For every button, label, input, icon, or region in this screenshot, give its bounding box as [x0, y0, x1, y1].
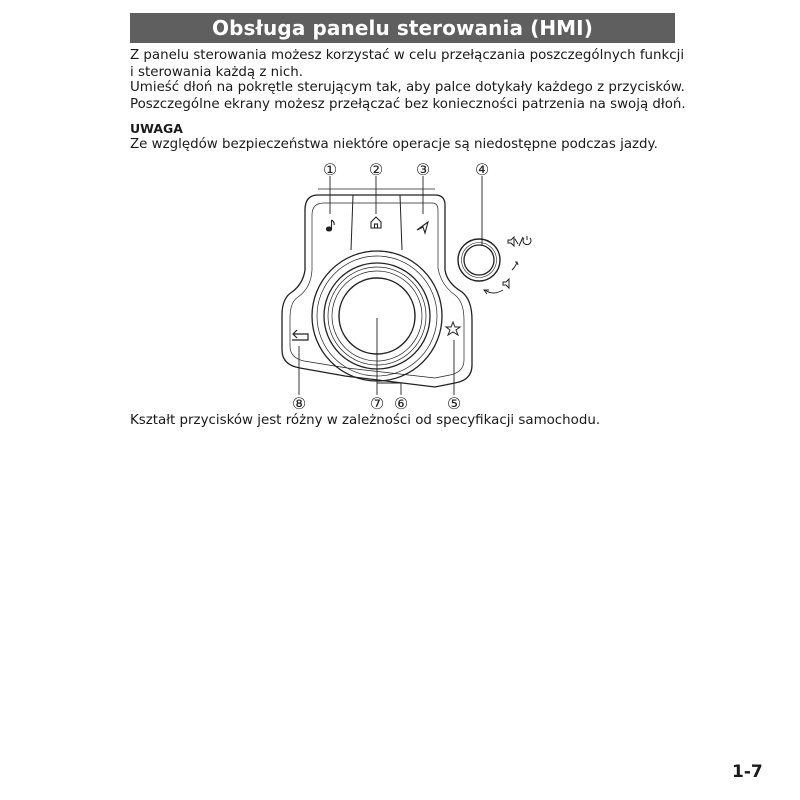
callout-8: ⑧ — [291, 394, 307, 413]
mute-power-icon — [508, 236, 531, 246]
intro-paragraph: Z panelu sterowania możesz korzystać w celu przełączania poszczególnych funkcji i sterowania każdą z nich. — [130, 48, 685, 80]
callout-3: ③ — [415, 160, 431, 179]
home-icon[interactable] — [371, 217, 381, 228]
callout-7: ⑦ — [369, 394, 385, 413]
music-note-icon[interactable] — [326, 220, 334, 231]
screen-switch-paragraph: Poszczególne ekrany możesz przełączać bez konieczności patrzenia na swoją dłoń. — [130, 97, 686, 112]
diagram-caption: Kształt przycisków jest różny w zależności od specyfikacji samochodu. — [130, 413, 601, 428]
note-heading: UWAGA — [130, 121, 183, 136]
callout-leaders — [299, 176, 482, 395]
callout-6: ⑥ — [393, 394, 409, 413]
volume-knob-ring — [462, 243, 497, 278]
page-number: 1-7 — [732, 762, 763, 782]
favorites-star-icon[interactable] — [446, 322, 460, 335]
page-title: Obsługa panelu sterowania (HMI) — [130, 13, 675, 43]
callout-5: ⑤ — [446, 394, 462, 413]
note-text: Ze względów bezpieczeństwa niektóre operacje są niedostępne podczas jazdy. — [130, 137, 658, 152]
volume-speaker-icon — [503, 262, 518, 288]
hand-placement-paragraph: Umieść dłoń na pokrętle sterującym tak, aby palce dotykały każdego z przycisków. — [130, 80, 685, 95]
callout-4: ④ — [474, 160, 490, 179]
back-arrow-icon[interactable] — [292, 330, 308, 340]
volume-direction-arrow — [484, 290, 503, 294]
control-panel-diagram — [270, 155, 560, 415]
callout-numbers — [292, 160, 489, 413]
callout-1: ① — [322, 160, 338, 179]
callout-2: ② — [368, 160, 384, 179]
navigation-arrow-icon[interactable] — [417, 222, 428, 233]
volume-knob-inner — [464, 245, 494, 275]
